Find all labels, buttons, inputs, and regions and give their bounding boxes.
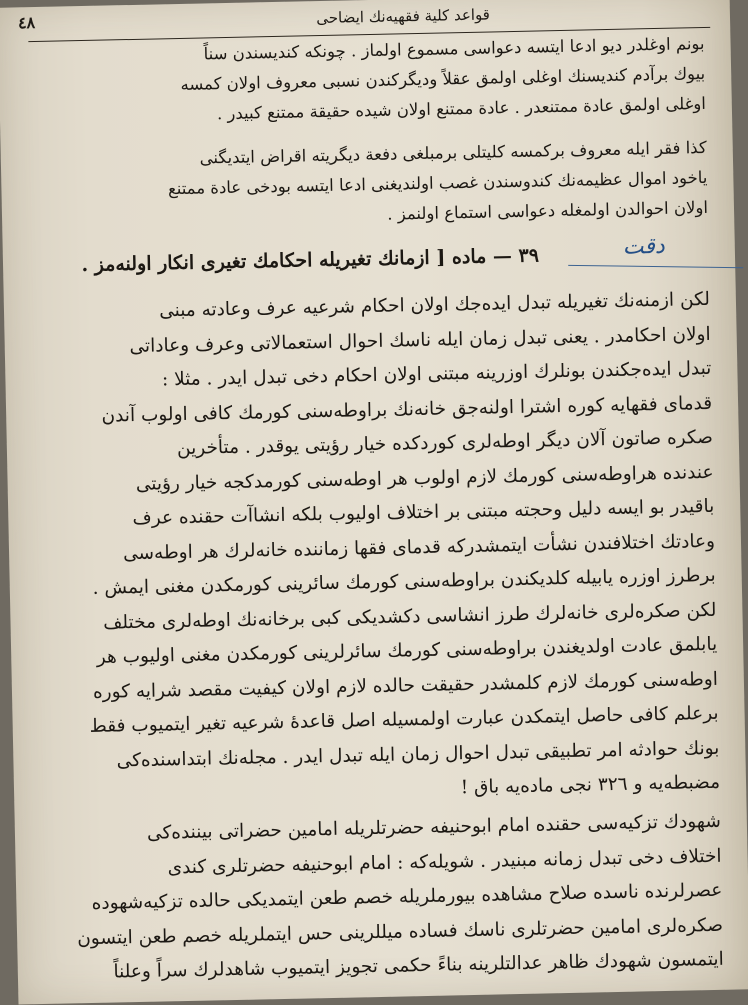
text-line: اوطه‌سنی كورمك لازم كلمشدر حقيقت حالده لازم اولان كيفيت مقصد شرايه كوره [92,668,719,703]
pencil-underline [568,265,743,268]
text-line: قدمای فقهايه كوره اشترا اولنه‌جق خانه‌نك براوطه‌سنی كورمك كافی اولوب آندن [101,392,713,427]
text-line: اولان احكامدر . يعنی تبدل زمان ايله ناسك احوال استعمالاتی وعرف وعاداتی [129,323,711,357]
article-title: ٣٩ — ماده [ ازمانك تغيريله احكامك تغيری انكار اولنه‌مز . [81,244,540,277]
page-number: ٤٨ [17,12,36,33]
text-line: باقيدر بو ايسه دليل وحجته مبتنی بر اختلاف اوليوب بلكه انشاآت حقنده عرف [132,495,715,530]
text-line: بيوك برآدم كنديسنك اوغلی اولمق عقلاً وديگركندن نسبی معروف اولان كمسه [180,63,706,94]
text-line: تبدل ايده‌جكندن بونلرك اوزرينه مبتنی اولان احكام دخی تبدل ايدر . مثلا : [161,357,712,391]
text-line: بونك حوادثه امر تطبيقی تبدل احوال زمان ايله تبدل ايدر . مجله‌نك ابتداسنده‌كی [116,737,720,771]
text-line: وعادتك اختلافندن نشأت ايتمشدركه قدمای فقها زماننده خانه‌لرك هر اوطه‌سی [122,530,716,564]
text-line: بونم اوغلدر ديو ادعا ايتسه دعواسی مسموع اولماز . چونكه كنديسندن سناً [203,33,705,64]
text-line: ياخود اموال عظيمه‌نك كندوسندن غصب اولنديغنی ادعا ايتسه بودخی عادة ممتنع [167,167,708,199]
closing-paragraph [41,805,724,992]
text-line: برعلم كافی حاصل ايتمكدن عبارت اولمسيله اصل قاعدهٔ شرعيه تغير ايتميوب فقط [89,702,719,738]
text-line: صكره‌لری امامين حضرتلری ناسك فساده ميللرينی حس ايتملريله خصم طعن ايتسون [77,914,724,949]
running-title: قواعد كلية فقهيه‌نك ايضاحی [316,5,491,28]
paragraph-continued [24,29,706,133]
text-line: ايتمسون شهودك ظاهر عدالتلرينه بناءً حكمی تجويز ايتميوب شاهدلرك سراً وعلناً [113,948,724,983]
article-heading [49,238,560,283]
text-line: كذا فقر ايله معروف بركمسه كليتلی برمبلغی دفعة ديگريته اقراض ايتديگنی [199,137,707,168]
text-line: لكن صكره‌لری خانه‌لرك طرز انشاسی دكشديكی كبی برخانه‌نك اوطه‌لری مختلف [103,599,717,634]
text-line: برطرز اوزره يابيله كلديكندن براوطه‌سنی كورمك سائرينی كورمكدن مغنی ايمش . [92,564,716,599]
paragraph-example [27,133,709,237]
article-body [30,283,721,815]
handwritten-margin-note: دقت [622,233,665,260]
text-line: اختلاف دخی تبدل زمانه مبنيدر . شويله‌كه : امام ابوحنيفه حضرتلری كندی [167,845,722,878]
text-line: اولان احوالدن اولمغله دعواسی استماع اولنمز . [387,197,709,224]
text-line: شهودك تزكيه‌سی حقنده امام ابوحنيفه حضرتلريله امامين حضراتی بيننده‌كی [146,810,722,844]
text-line: عندنده هراوطه‌سنی كورمك لازم اولوب هر اوطه‌سنی كورمدكجه خيار رؤيتی [135,461,714,495]
text-line: يابلمق عادت اولديغندن براوطه‌سنی كورمك سائرلرينی كورمكدن مغنی اوليوب هر [96,633,718,668]
text-line: مضبطه‌يه و ٣٢٦ نجی ماده‌يه باق ! [460,771,721,799]
text-line: صكره صاتون آلان ديگر اوطه‌لری كوردكده خيار رؤيتی يوقدر . متأخرين [176,426,714,460]
text-line: اوغلی اولمق عادة ممتنعدر . عادة ممتنع اولان شيده حقيقة ممتنع كبيدر . [216,93,706,124]
text-line: عصرلرنده ناسده صلاح مشاهده بيورملريله خصم طعن ايتمديكی حالده تزكيه‌شهوده [91,879,723,914]
text-line: لكن ازمنه‌نك تغيريله تبدل ايده‌جك اولان احكام شرعيه عرف وعادته مبنی [158,288,711,322]
